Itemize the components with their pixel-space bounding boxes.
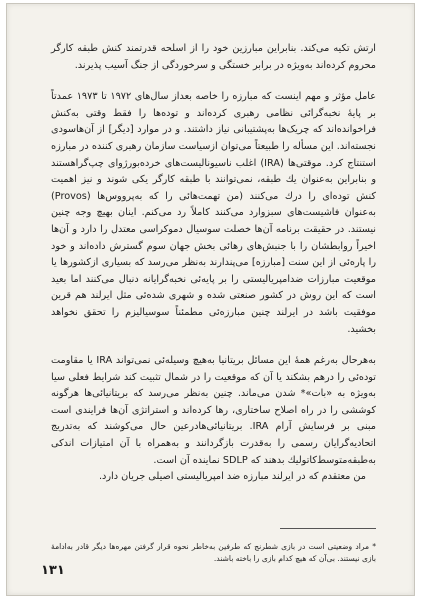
book-page xyxy=(6,3,415,596)
footnote-divider xyxy=(280,528,376,529)
paragraph-1: ارتش تکیه می‌کند. بنابراین مبارزین خود را از اسلحه قدرتمند کنش طبقه کارگر محروم کرده‌اند به‌ویژه در برابر خستگی و سرخوردگی از جنگ آسیب پذیرند. xyxy=(51,43,376,71)
paragraph-4: من معتقدم که در ایرلند مبارزه ضد امپریالیستی اصیلی جریان دارد. xyxy=(98,471,366,483)
page-number: ۱۳۱ xyxy=(41,563,65,578)
paragraph-2: عامل مؤثر و مهم اینست که مبارزه را خاصه بعداز سال‌های ۱۹۷۲ تا ۱۹۷۳ عمدتاً بر پایهٔ نخبه‌گرائی نظامی رهبری کرده‌اند و توده‌ها را فقط وقتی به‌کنش فراخوانده‌اند که چریک‌ها به‌پشتیبانی نیاز داشتند. و در موارد [دیگر] از آن‌هاسودی نجسته‌اند. این مسأله را طبیعتاً می‌توان ازسیاست سازمان رهبری کننده در مبارزه استنتاج کرد. موقتی‌ها (IRA) اغلب ناسیونالیست‌های خرده‌بورژوای چپ‌گراهستند و بنابراین به‌عنوان یك طبقه، نمی‌توانند با طبقه کارگر یکی شوند و نیز اهمیت کنش توده‌ای را درك می‌کنند (من تهمت‌هائی را که به‌پرووس‌ها (Provos) به‌عنوان فاشیست‌های سبزوارد می‌کنند کاملاً رد می‌کنم. اینان بهیچ وجه چنین نیستند. در حقیقت برنامه آن‌ها خصلت سوسیال دموکراسی معتدل را دارد و آن‌ها اخیراً روابطشان را با جنبش‌های رهائی بخش جهان سوم گسترش داده‌اند و خود را پاره‌ئی از این سنت [مبارزه] می‌پندارند به‌نظر می‌رسد که بسیاری ازکشورها یا موقعیت مبارزات ضدامپریالیستی را بر پایه‌ئی نخبه‌گرایانه دنبال می‌کنند اما بعید است که این روش در کشور صنعتی شده و شهری شده‌ئی مثل ایرلند هم قرین موفقیت باشد در ایرلند چنین مبارزه‌ئی مطمئناً سوسیالیزم را تحقق نخواهد بخشید. xyxy=(51,91,376,335)
paragraph-3: به‌هرحال به‌رغم همهٔ این مسائل بریتانیا به‌هیچ وسیله‌ئی نمی‌تواند IRA یا مقاومت توده‌ئی را درهم بشکند یا آن که موقعیت را در شمال تثبیت کند شرایط فعلی سیا به‌ویژه به «بات»* شدن می‌ماند. چنین به‌نظر می‌رسد که بریتانیائی‌ها هرگونه کوششی را در راه اصلاح ساختاری، رها کرده‌اند و استراتژی آن‌ها فرایندی است مبنی بر فرسایش آرام IRA. بریتانیائی‌هادرعین حال می‌کوشند که به‌تدریج اتحادیه‌گرایان رسمی را به‌قدرت بازگردانند و به‌همراه با آن امتیازات اندکی به‌طبقه‌متوسط‌کاتولیك بدهند که SDLP نماینده آن است. xyxy=(51,355,376,466)
body-text xyxy=(51,41,376,486)
footnote: * مراد وضعیتی است در بازی شطرنج که طرفین به‌خاطر نحوه قرار گرفتن مهره‌ها دیگر قادر به‌ادامهٔ بازی نیستند. بی‌آن که هیچ کدام بازی را باخته باشند. xyxy=(51,541,376,563)
